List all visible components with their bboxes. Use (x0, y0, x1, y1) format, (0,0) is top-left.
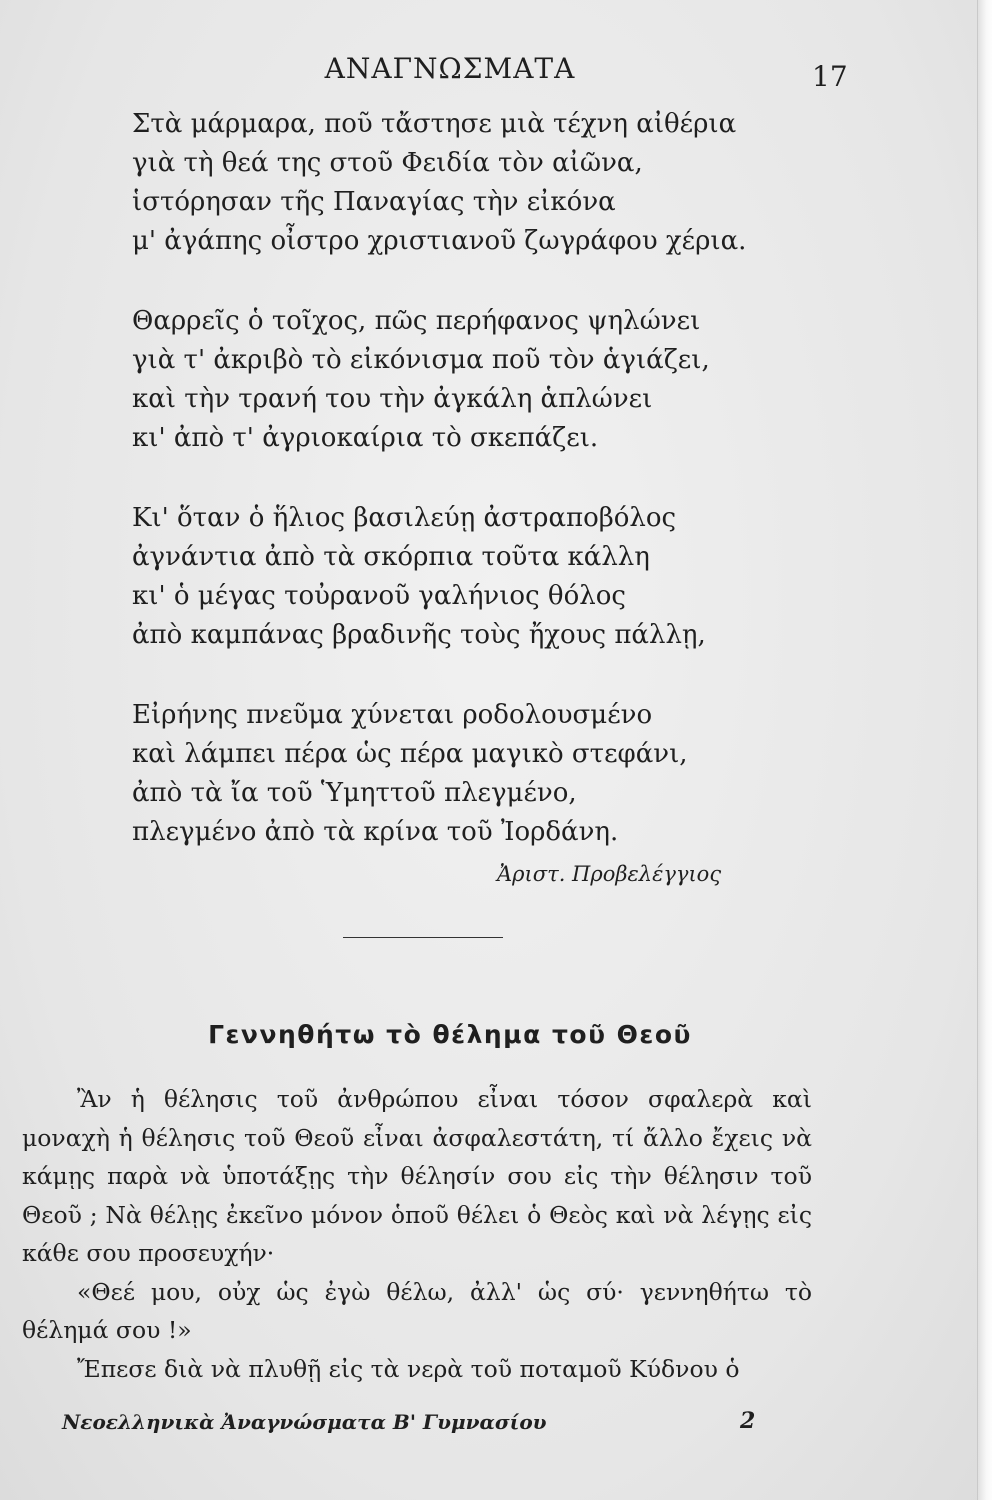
poem-line: πλεγμένο ἀπὸ τὰ κρίνα τοῦ Ἰορδάνη. (132, 817, 619, 847)
poem-line: καὶ τὴν τρανή του τὴν ἀγκάλη ἁπλώνει (132, 384, 653, 414)
prose-paragraph: Ἂν ἡ θέλησις τοῦ ἀνθρώπου εἶναι τόσον σφαλερὰ καὶ μοναχὴ ἡ θέλησις τοῦ Θεοῦ εἶναι ἀσφαλεστάτη, τί ἄλλο ἔχεις νὰ κάμῃς παρὰ νὰ ὑποτάξῃς τὴν θέλησίν σου εἰς τὴν θέλησιν τοῦ Θεοῦ ; Νὰ θέλῃς ἐκεῖνο μόνον ὁποῦ θέλει ὁ Θεὸς καὶ νὰ λέγῃς εἰς κάθε σου προσευχήν· (22, 1085, 812, 1267)
poem-line: κι' ἀπὸ τ' ἀγριοκαίρια τὸ σκεπάζει. (132, 423, 599, 453)
poem-stanza (132, 696, 772, 852)
poem-line: ἀγνάντια ἀπὸ τὰ σκόρπια τοῦτα κάλλη (132, 542, 650, 572)
footer-signature-number: 2 (740, 1408, 756, 1434)
poem-line: ἀπὸ καμπάνας βραδινῆς τοὺς ἤχους πάλλῃ, (132, 620, 706, 650)
poem-line: Εἰρήνης πνεῦμα χύνεται ροδολουσμένο (132, 700, 653, 730)
poem-line: ἀπὸ τὰ ἴα τοῦ Ὑμηττοῦ πλεγμένο, (132, 778, 577, 808)
poem-line: Κι' ὅταν ὁ ἥλιος βασιλεύῃ ἀστραποβόλος (132, 503, 677, 533)
poem-line: γιὰ τὴ θεά της στοῦ Φειδία τὸν αἰῶνα, (132, 148, 643, 178)
poem-line: ἱστόρησαν τῆς Παναγίας τὴν εἰκόνα (132, 187, 616, 217)
prose-body (22, 1080, 812, 1388)
poem-line: γιὰ τ' ἀκριβὸ τὸ εἰκόνισμα ποῦ τὸν ἁγιάζει, (132, 345, 710, 375)
running-header-title: ΑΝΑΓΝΩΣΜΑΤΑ (324, 52, 576, 85)
poem (132, 105, 772, 893)
section-divider (343, 937, 503, 938)
poem-line: μ' ἀγάπης οἶστρο χριστιανοῦ ζωγράφου χέρια. (132, 226, 747, 256)
footer-book-title: Νεοελληνικὰ Ἀναγνώσματα Β' Γυμνασίου (62, 1410, 547, 1434)
poem-author: Ἀριστ. Προβελέγγιος (497, 862, 722, 886)
prose-paragraph: «Θεέ μου, οὐχ ὡς ἐγὼ θέλω, ἀλλ' ὡς σύ· γεννηθήτω τὸ θέλημά σου !» (22, 1277, 812, 1344)
poem-stanza (132, 105, 772, 261)
page-edge (977, 0, 992, 1500)
poem-line: Στὰ μάρμαρα, ποῦ τἄστησε μιὰ τέχνη αἰθέρια (132, 109, 737, 139)
poem-stanza (132, 302, 772, 458)
page-number: 17 (812, 60, 848, 93)
prose-paragraph: Ἔπεσε διὰ νὰ πλυθῇ εἰς τὰ νερὰ τοῦ ποταμοῦ Κύδνου ὁ (77, 1354, 740, 1383)
poem-line: καὶ λάμπει πέρα ὡς πέρα μαγικὸ στεφάνι, (132, 739, 688, 769)
prose-title: Γεννηθήτω τὸ θέλημα τοῦ Θεοῦ (208, 1020, 692, 1049)
poem-stanza (132, 499, 772, 655)
poem-line: Θαρρεῖς ὁ τοῖχος, πῶς περήφανος ψηλώνει (132, 306, 701, 336)
poem-line: κι' ὁ μέγας τοὐρανοῦ γαλήνιος θόλος (132, 581, 626, 611)
